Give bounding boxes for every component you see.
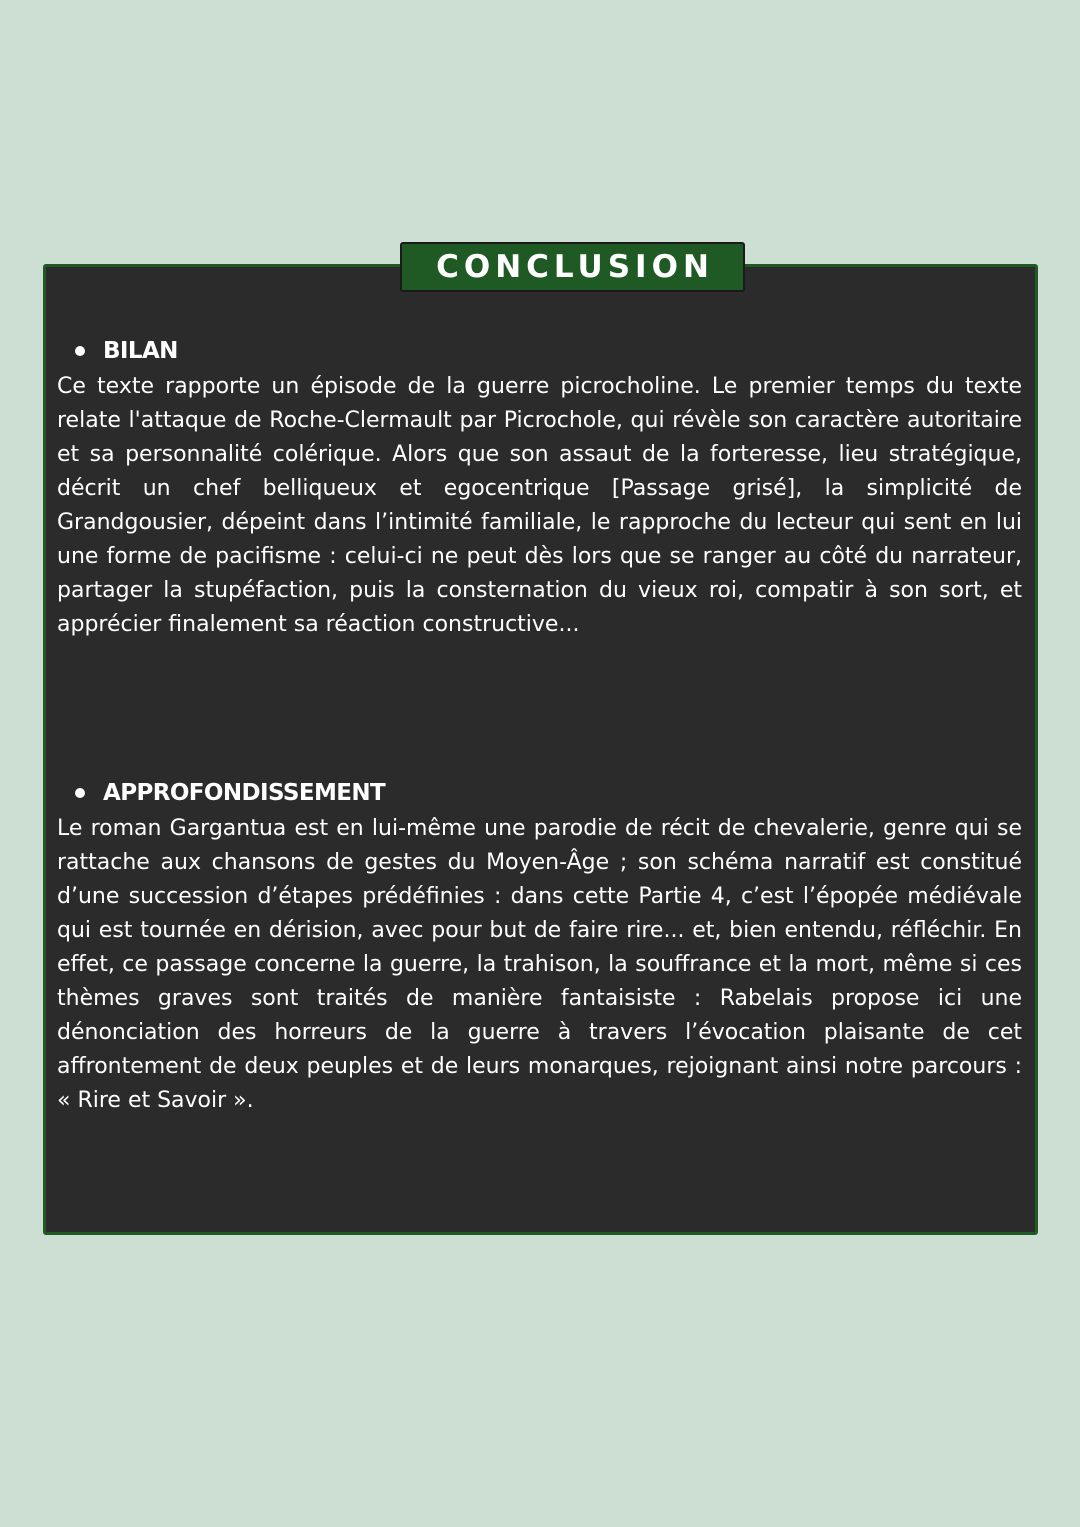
conclusion-title-box xyxy=(400,242,745,292)
bullet-icon xyxy=(75,346,85,356)
bilan-section xyxy=(57,336,1022,642)
bilan-heading-label: BILAN xyxy=(103,338,178,364)
approfondissement-paragraph: Le roman Gargantua est en lui-même une parodie de récit de chevalerie, genre qui se rattache aux chansons de gestes du Moyen-Âge ; son schéma narratif est constitué d’une succession d’étapes prédéfinies : dans cette Partie 4, c’est l’épopée médiévale qui est tournée en dérision, avec pour but de faire rire... et, bien entendu, réfléchir. En effet, ce passage concerne la guerre, la trahison, la souffrance et la mort, même si ces thèmes graves sont traités de manière fantaisiste : Rabelais propose ici une dénonciation des horreurs de la guerre à travers l’évocation plaisante de cet affrontement de deux peuples et de leurs monarques, rejoignant ainsi notre parcours : « Rire et Savoir ». xyxy=(57,816,1022,1113)
approfondissement-heading-label: APPROFONDISSEMENT xyxy=(103,780,386,806)
approfondissement-section xyxy=(57,778,1022,1118)
bilan-paragraph: Ce texte rapporte un épisode de la guerre picrocholine. Le premier temps du texte relate l'attaque de Roche-Clermault par Picrochole, qui révèle son caractère autoritaire et sa personnalité colérique. Alors que son assaut de la forteresse, lieu stratégique, décrit un chef belliqueux et egocentrique [Passage grisé], la simplicité de Grandgousier, dépeint dans l’intimité familiale, le rapproche du lecteur qui sent en lui une forme de pacifisme : celui-ci ne peut dès lors que se ranger au côté du narrateur, partager la stupéfaction, puis la consternation du vieux roi, compatir à son sort, et apprécier finalement sa réaction constructive... xyxy=(57,374,1022,637)
approfondissement-heading xyxy=(57,778,1022,808)
bullet-icon xyxy=(75,788,85,798)
page-title: CONCLUSION xyxy=(436,249,714,285)
bilan-heading xyxy=(57,336,1022,366)
